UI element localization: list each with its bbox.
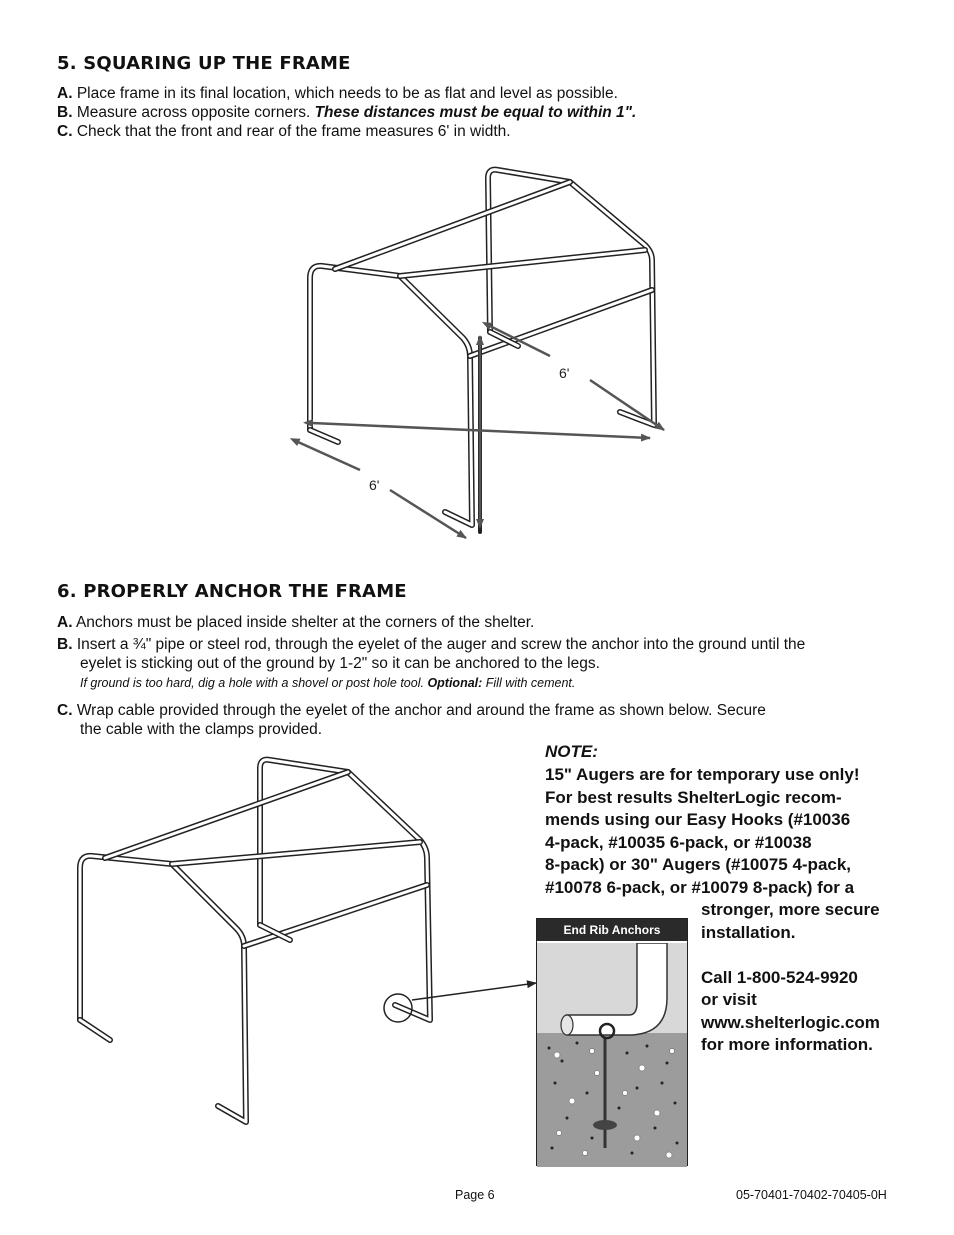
step-text: Measure across opposite corners. (76, 104, 315, 121)
note-line-3: mends using our Easy Hooks (#10036 (545, 810, 851, 829)
step-label: B. (57, 636, 73, 653)
step-label: C. (57, 702, 73, 719)
note-heading: NOTE: (545, 742, 598, 761)
inset-title: End Rib Anchors (537, 919, 687, 943)
note-line-visit: or visit (701, 990, 757, 1009)
note-line-5: 8-pack) or 30" Augers (#10075 4-pack, (545, 855, 852, 874)
note-line-7: stronger, more secure (701, 900, 880, 919)
section-6-title: 6. PROPERLY ANCHOR THE FRAME (57, 581, 407, 602)
step-label: B. (57, 104, 73, 121)
step-text: Place frame in its final location, which needs to be as flat and level as possible. (76, 85, 618, 102)
step-emphasis: These distances must be equal to within 1". (314, 104, 637, 121)
dimension-label-rear: 6' (559, 365, 570, 381)
step-5c (57, 122, 511, 141)
step-6c-cont: the cable with the clamps provided. (80, 721, 323, 738)
step-6c (57, 701, 766, 720)
section-5-title: 5. SQUARING UP THE FRAME (57, 53, 351, 74)
step-text: Wrap cable provided through the eyelet of the anchor and around the frame as shown below. Secure (76, 702, 766, 719)
step-label: A. (57, 614, 73, 631)
end-rib-anchor-inset (536, 918, 688, 1166)
frame-squaring-diagram (280, 160, 680, 550)
step-text: Anchors must be placed inside shelter at the corners of the shelter. (75, 614, 535, 631)
frame-anchor-diagram (60, 750, 540, 1140)
dimension-label-front: 6' (369, 477, 380, 493)
step-text: Insert a ¾" pipe or steel rod, through the eyelet of the auger and screw the anchor into the ground until the (76, 636, 806, 653)
step-5b (57, 103, 636, 122)
step-text: Check that the front and rear of the frame measures 6' in width. (76, 123, 511, 140)
tip-text: If ground is too hard, dig a hole with a shovel or post hole tool. Optional: Fill with cement. (80, 676, 576, 690)
page-number: Page 6 (455, 1188, 495, 1202)
step-6b (57, 635, 805, 654)
step-6b-cont: eyelet is sticking out of the ground by 1-2" so it can be anchored to the legs. (80, 655, 600, 672)
step-6a (57, 613, 534, 632)
note-line-8: installation. (701, 922, 796, 942)
step-label: A. (57, 85, 73, 102)
document-code: 05-70401-70402-70405-0H (736, 1188, 887, 1202)
note-line-2: For best results ShelterLogic recom- (545, 787, 842, 807)
step-label: C. (57, 123, 73, 140)
note-line-url: www.shelterlogic.com (701, 1012, 880, 1032)
note-line-6: #10078 6-pack, or #10079 8-pack) for a (545, 877, 855, 897)
note-line-4: 4-pack, #10035 6-pack, or #10038 (545, 832, 812, 852)
step-5a (57, 84, 618, 103)
note-line-more: for more information. (701, 1035, 873, 1054)
note-line-1: 15" Augers are for temporary use only! (545, 765, 860, 784)
anchor-illustration (537, 943, 687, 1167)
note-line-phone: Call 1-800-524-9920 (701, 967, 858, 987)
